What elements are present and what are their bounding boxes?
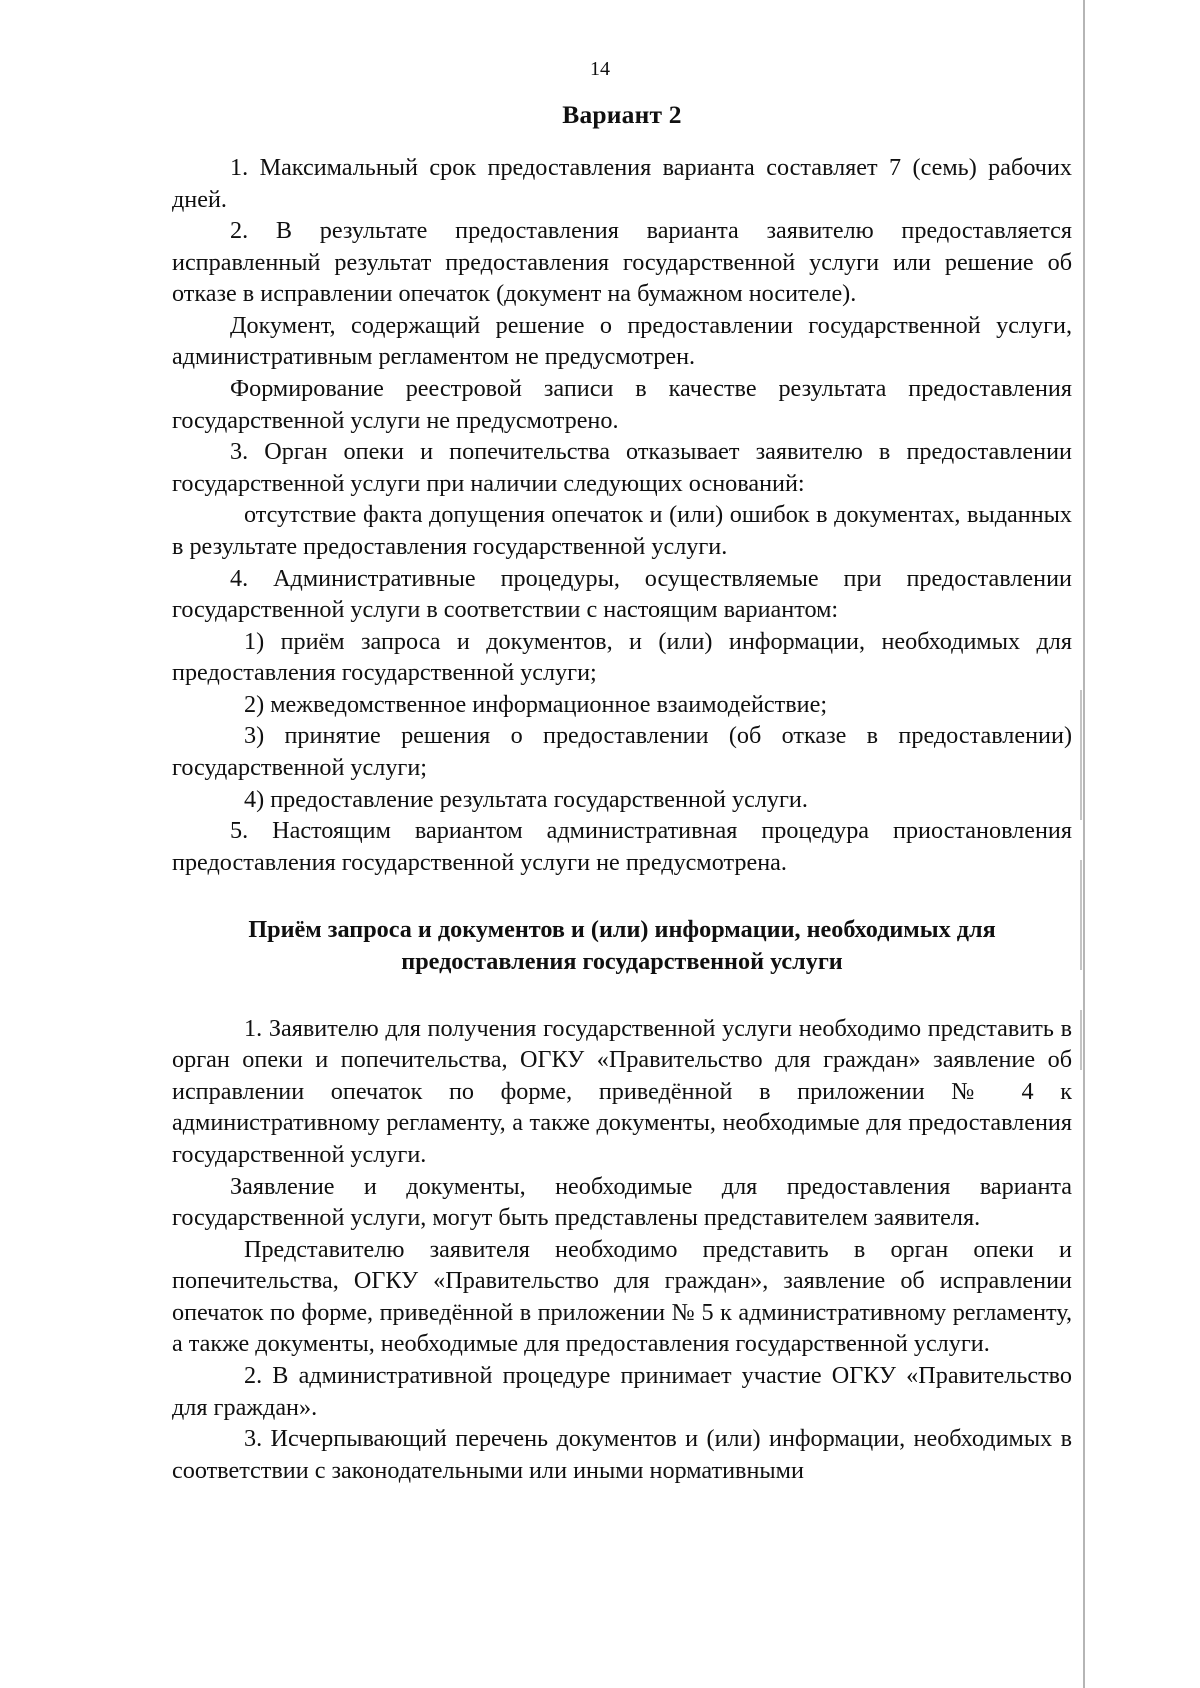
paragraph: 5. Настоящим вариантом административная процедура приостановления предоставления государственной услуги не предусмотрена. bbox=[172, 817, 1072, 876]
scan-edge-segment bbox=[1080, 860, 1082, 970]
paragraph: 3. Орган опеки и попечительства отказывает заявителю в предоставлении государственной услуги при наличии следующих оснований: bbox=[172, 438, 1072, 497]
page-title: Вариант 2 bbox=[562, 100, 682, 129]
paragraph: 2) межведомственное информационное взаимодействие; bbox=[244, 690, 828, 718]
paragraph: отсутствие факта допущения опечаток и (или) ошибок в документах, выданных в результате предоставления государственной услуги. bbox=[172, 501, 1072, 560]
paragraph: 1) приём запроса и документов, и (или) информации, необходимых для предоставления государственной услуги; bbox=[172, 627, 1072, 687]
paragraph: 4) предоставление результата государственной услуги. bbox=[244, 785, 808, 813]
scan-edge-line bbox=[1083, 0, 1085, 1688]
page-content bbox=[172, 100, 1072, 1486]
paragraph: Документ, содержащий решение о предоставлении государственной услуги, административным регламентом не предусмотрен. bbox=[172, 311, 1072, 371]
paragraph: 3) принятие решения о предоставлении (об отказе в предоставлении) государственной услуги; bbox=[172, 722, 1072, 781]
paragraph: 4. Административные процедуры, осуществляемые при предоставлении государственной услуги в соответствии с настоящим вариантом: bbox=[172, 564, 1072, 624]
scan-edge-segment bbox=[1080, 690, 1082, 820]
paragraph: 2. В результате предоставления варианта заявителю предоставляется исправленный результат предоставления государственной услуги или решение об отказе в исправлении опечаток (документ на бумажном носителе). bbox=[172, 217, 1072, 308]
scan-edge-segment bbox=[1080, 1010, 1082, 1070]
paragraph: 3. Исчерпывающий перечень документов и (или) информации, необходимых в соответствии с законодательными или иными нормативными bbox=[172, 1425, 1072, 1484]
page-number: 14 bbox=[590, 58, 610, 80]
paragraph: 1. Максимальный срок предоставления варианта составляет 7 (семь) рабочих дней. bbox=[172, 154, 1072, 213]
paragraph: 2. В административной процедуре принимает участие ОГКУ «Правительство для граждан». bbox=[172, 1362, 1072, 1421]
paragraph: Представителю заявителя необходимо представить в орган опеки и попечительства, ОГКУ «Правительство для граждан», заявление об исправлении опечаток по форме, приведённой в приложении № 5 к административному регламенту, а также документы, необходимые для предоставления государственной услуги. bbox=[172, 1235, 1072, 1358]
paragraph: Формирование реестровой записи в качестве результата предоставления государственной услуги не предусмотрено. bbox=[172, 375, 1072, 434]
paragraph: Заявление и документы, необходимые для предоставления варианта государственной услуги, могут быть представлены представителем заявителя. bbox=[172, 1172, 1072, 1232]
paragraph: 1. Заявителю для получения государственной услуги необходимо представить в орган опеки и попечительства, ОГКУ «Правительство для граждан» заявление об исправлении опечаток по форме, приведённой в приложении № 4 к административному регламенту, а также документы, необходимые для предоставления государственной услуги. bbox=[172, 1014, 1072, 1168]
section-heading: Приём запроса и документов и (или) информации, необходимых для предоставления государственной услуги bbox=[248, 916, 996, 976]
